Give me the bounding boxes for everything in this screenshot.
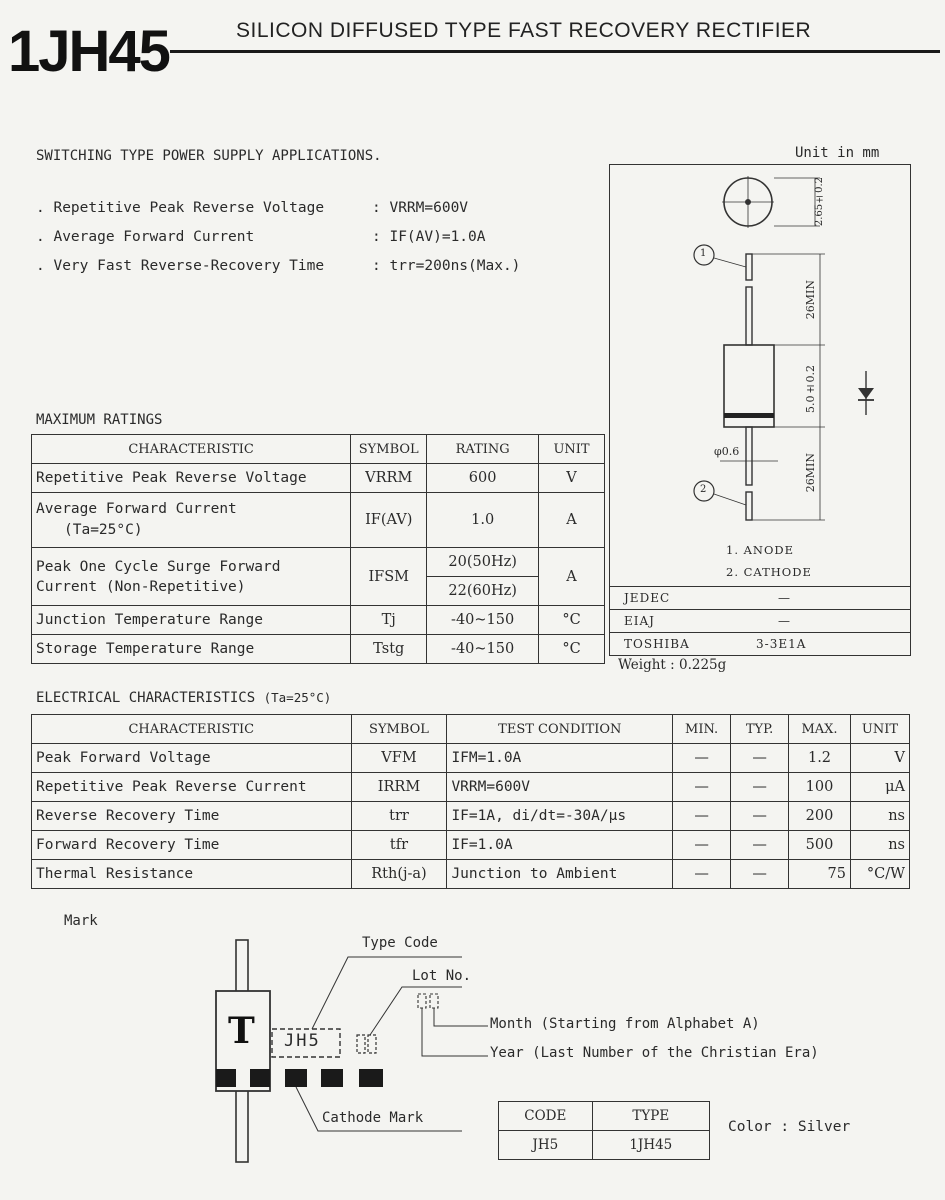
column-header: TYP.	[731, 715, 789, 744]
max-cell: 1.2	[789, 744, 851, 773]
table-row	[32, 493, 605, 548]
electrical-title-condition: (Ta=25°C)	[263, 690, 332, 705]
characteristic-cell: Junction Temperature Range	[32, 606, 351, 635]
package-drawing	[610, 165, 910, 585]
table-row	[32, 464, 605, 493]
table-row	[32, 773, 910, 802]
symbol-cell: VFM	[351, 744, 447, 773]
pin1-number: 1	[700, 248, 707, 259]
feature-item	[36, 258, 521, 274]
feature-item	[36, 229, 486, 245]
test-condition-cell: IF=1.0A	[447, 831, 673, 860]
test-condition-cell: IFM=1.0A	[447, 744, 673, 773]
rating-cell: 600	[427, 464, 539, 493]
column-header: TYPE	[592, 1102, 709, 1131]
feature-value: : IF(AV)=1.0A	[372, 229, 486, 245]
characteristic-cell: Repetitive Peak Reverse Current	[32, 773, 352, 802]
column-header: CODE	[499, 1102, 593, 1131]
symbol-cell: IF(AV)	[351, 493, 427, 548]
feature-label: . Average Forward Current	[36, 229, 255, 245]
column-header: UNIT	[850, 715, 909, 744]
typ-cell: —	[731, 802, 789, 831]
characteristic-condition: (Ta=25°C)	[64, 522, 143, 538]
dim-lead-diameter: φ0.6	[714, 445, 740, 458]
cathode-band	[724, 413, 774, 418]
dim-body-label: 5.0±0.2	[804, 365, 817, 413]
mark-body-code: JH5	[284, 1031, 321, 1051]
table-header-row	[499, 1102, 710, 1131]
table-row	[32, 635, 605, 664]
characteristic-cell: Repetitive Peak Reverse Voltage	[32, 464, 351, 493]
table-row	[499, 1131, 710, 1160]
table-row	[32, 831, 910, 860]
eiaj-row	[610, 609, 910, 632]
column-header: MIN.	[673, 715, 731, 744]
cathode-mark-square	[321, 1069, 343, 1087]
characteristic-line: Average Forward Current	[36, 501, 237, 517]
test-condition-cell: Junction to Ambient	[447, 860, 673, 889]
characteristic-line: Peak One Cycle Surge Forward	[36, 558, 281, 575]
column-header: MAX.	[789, 715, 851, 744]
test-condition-cell: IF=1A, di/dt=-30A/μs	[447, 802, 673, 831]
symbol-cell: trr	[351, 802, 447, 831]
eiaj-label: EIAJ	[624, 614, 655, 628]
pin-legend-anode: 1. ANODE	[726, 543, 795, 557]
column-header: UNIT	[539, 435, 605, 464]
month-year-leaders	[410, 990, 500, 1062]
electrical-title	[36, 690, 331, 706]
eiaj-value: —	[778, 614, 791, 628]
toshiba-label: TOSHIBA	[624, 637, 690, 651]
title-rule	[170, 50, 940, 53]
type-code-label: Type Code	[362, 935, 438, 951]
symbol-cell: Rth(j-a)	[351, 860, 447, 889]
unit-cell: A	[539, 493, 605, 548]
unit-cell: V	[539, 464, 605, 493]
column-header: CHARACTERISTIC	[32, 435, 351, 464]
characteristic-cell: Forward Recovery Time	[32, 831, 352, 860]
test-condition-cell: VRRM=600V	[447, 773, 673, 802]
jedec-label: JEDEC	[624, 591, 671, 605]
column-header: SYMBOL	[351, 435, 427, 464]
table-row	[32, 606, 605, 635]
month-label: Month (Starting from Alphabet A)	[490, 1016, 760, 1032]
cathode-mark-square	[250, 1069, 270, 1087]
code-cell: JH5	[499, 1131, 593, 1160]
application-heading: SWITCHING TYPE POWER SUPPLY APPLICATIONS.	[36, 148, 382, 164]
code-type-table	[498, 1101, 710, 1160]
cathode-mark-label: Cathode Mark	[322, 1110, 424, 1126]
feature-label: . Repetitive Peak Reverse Voltage	[36, 200, 325, 216]
feature-value: : trr=200ns(Max.)	[372, 258, 521, 274]
max-cell: 100	[789, 773, 851, 802]
max-ratings-table	[31, 434, 605, 664]
table-row	[32, 744, 910, 773]
electrical-table	[31, 714, 910, 889]
symbol-cell: Tj	[351, 606, 427, 635]
min-cell: —	[673, 802, 731, 831]
rating-cell: -40~150	[427, 635, 539, 664]
symbol-cell: tfr	[351, 831, 447, 860]
symbol-cell: VRRM	[351, 464, 427, 493]
package-outline-box	[609, 164, 911, 656]
symbol-cell: Tstg	[351, 635, 427, 664]
pin2-number: 2	[700, 484, 707, 495]
rating-cell: -40~150	[427, 606, 539, 635]
document-subtitle: SILICON DIFFUSED TYPE FAST RECOVERY RECTIFIER	[236, 19, 812, 42]
dim-diameter-label: 2.65±0.2	[814, 177, 825, 227]
table-row	[32, 860, 910, 889]
diode-symbol	[858, 388, 874, 399]
typ-cell: —	[731, 773, 789, 802]
max-cell: 75	[789, 860, 851, 889]
year-label: Year (Last Number of the Christian Era)	[490, 1045, 819, 1061]
cathode-mark-square	[359, 1069, 383, 1087]
column-header: CHARACTERISTIC	[32, 715, 352, 744]
toshiba-value: 3-3E1A	[756, 637, 807, 651]
table-header-row	[32, 715, 910, 744]
mark-title: Mark	[64, 913, 98, 929]
max-cell: 500	[789, 831, 851, 860]
min-cell: —	[673, 773, 731, 802]
jedec-value: —	[778, 591, 791, 605]
characteristic-cell: Thermal Resistance	[32, 860, 352, 889]
unit-cell: °C	[539, 635, 605, 664]
feature-value: : VRRM=600V	[372, 200, 469, 216]
unit-cell: V	[850, 744, 909, 773]
rating-cell: 22(60Hz)	[427, 577, 539, 606]
dim-lead-label: 26MIN	[804, 280, 817, 320]
rating-cell: 1.0	[427, 493, 539, 548]
color-note: Color : Silver	[728, 1119, 851, 1135]
rating-cell: 20(50Hz)	[427, 548, 539, 577]
characteristic-line: Current (Non-Repetitive)	[36, 578, 246, 595]
unit-cell: A	[539, 548, 605, 606]
lot-box	[357, 1035, 365, 1053]
table-row	[32, 548, 605, 577]
cathode-mark-square	[285, 1069, 307, 1087]
mark-body-letter: T	[228, 1010, 255, 1052]
min-cell: —	[673, 860, 731, 889]
toshiba-row	[610, 632, 910, 655]
characteristic-cell: Reverse Recovery Time	[32, 802, 352, 831]
symbol-cell: IRRM	[351, 773, 447, 802]
jedec-row	[610, 586, 910, 609]
max-cell: 200	[789, 802, 851, 831]
characteristic-cell	[32, 493, 351, 548]
characteristic-cell	[32, 548, 351, 606]
unit-note: Unit in mm	[795, 145, 880, 161]
max-ratings-title: MAXIMUM RATINGS	[36, 412, 163, 428]
unit-cell: °C	[539, 606, 605, 635]
characteristic-cell: Peak Forward Voltage	[32, 744, 352, 773]
typ-cell: —	[731, 744, 789, 773]
unit-cell: ns	[850, 831, 909, 860]
typ-cell: —	[731, 831, 789, 860]
pin-legend-cathode: 2. CATHODE	[726, 565, 812, 579]
min-cell: —	[673, 831, 731, 860]
dim-lead-label: 26MIN	[804, 453, 817, 493]
package-weight: Weight : 0.225g	[618, 657, 727, 673]
column-header: SYMBOL	[351, 715, 447, 744]
table-header-row	[32, 435, 605, 464]
unit-cell: °C/W	[850, 860, 909, 889]
min-cell: —	[673, 744, 731, 773]
unit-cell: ns	[850, 802, 909, 831]
lot-box	[368, 1035, 376, 1053]
part-number: 1JH45	[8, 19, 169, 84]
symbol-cell: IFSM	[351, 548, 427, 606]
type-cell: 1JH45	[592, 1131, 709, 1160]
feature-item	[36, 200, 469, 216]
feature-label: . Very Fast Reverse-Recovery Time	[36, 258, 325, 274]
characteristic-cell: Storage Temperature Range	[32, 635, 351, 664]
lot-no-label: Lot No.	[412, 968, 472, 984]
cathode-mark-square	[216, 1069, 236, 1087]
column-header: TEST CONDITION	[447, 715, 673, 744]
typ-cell: —	[731, 860, 789, 889]
unit-cell: μA	[850, 773, 909, 802]
table-row	[32, 802, 910, 831]
column-header: RATING	[427, 435, 539, 464]
electrical-title-text: ELECTRICAL CHARACTERISTICS	[36, 690, 256, 706]
